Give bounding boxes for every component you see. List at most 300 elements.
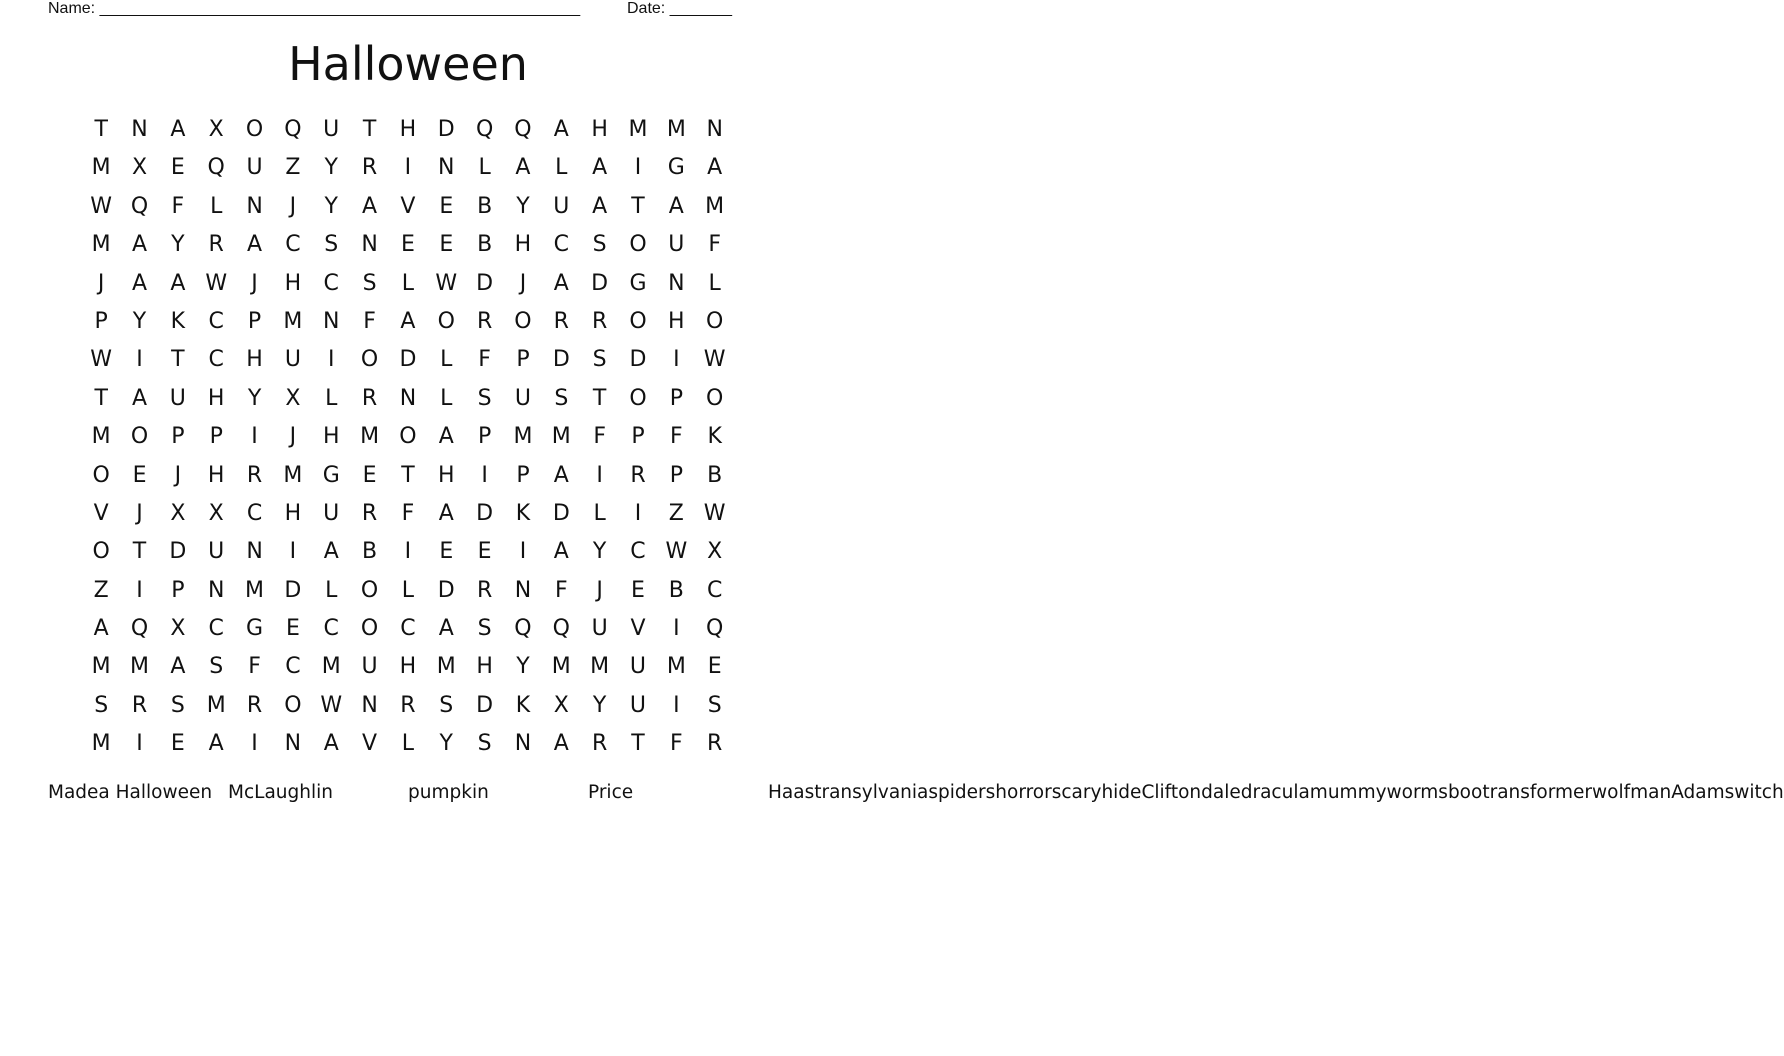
grid-letter: C — [208, 347, 224, 373]
grid-letter: H — [284, 270, 302, 296]
grid-letter: O — [629, 385, 647, 411]
page-title: Halloween — [288, 37, 528, 91]
grid-letter: X — [208, 117, 224, 142]
grid-letter: A — [131, 385, 148, 411]
grid-letter: S — [477, 385, 492, 411]
grid-letter: O — [360, 577, 379, 603]
grid-letter: V — [630, 616, 646, 642]
grid-letter: H — [207, 462, 225, 488]
grid-letter: O — [514, 308, 532, 334]
grid-letter: O — [245, 117, 264, 142]
grid-letter: W — [665, 539, 688, 565]
grid-letter: D — [437, 577, 455, 603]
grid-letter: J — [596, 577, 603, 603]
grid-letter: O — [629, 308, 647, 334]
grid-letter: D — [437, 117, 455, 142]
grid-letter: I — [481, 462, 488, 488]
grid-letter: G — [246, 616, 264, 642]
grid-letter: P — [209, 424, 223, 450]
grid-letter: M — [206, 692, 226, 718]
grid-letter: A — [707, 155, 723, 181]
grid-letter: B — [668, 577, 684, 603]
grid-letter: A — [170, 117, 186, 142]
grid-row — [82, 265, 734, 303]
grid-letter: D — [476, 692, 494, 718]
grid-letter: R — [707, 731, 723, 757]
grid-letter: U — [246, 155, 263, 181]
grid-letter: Q — [552, 616, 570, 642]
grid-letter: K — [515, 500, 531, 526]
grid-letter: U — [169, 385, 186, 411]
grid-letter: M — [283, 308, 303, 334]
word-bank-item: spiders — [928, 782, 996, 803]
grid-letter: A — [553, 270, 569, 296]
grid-letter: E — [707, 654, 722, 680]
grid-letter: E — [477, 539, 492, 565]
grid-letter: P — [171, 577, 185, 603]
grid-letter: V — [362, 731, 378, 757]
grid-letter: T — [171, 347, 185, 373]
grid-letter: G — [322, 462, 340, 488]
grid-letter: P — [669, 462, 683, 488]
grid-letter: A — [323, 731, 339, 757]
grid-letter: T — [362, 117, 377, 142]
grid-letter: E — [439, 193, 454, 219]
grid-letter: T — [401, 462, 415, 488]
grid-letter: G — [667, 155, 685, 181]
grid-letter: S — [554, 385, 569, 411]
grid-letter: T — [631, 731, 645, 757]
grid-letter: M — [321, 654, 341, 680]
grid-letter: I — [327, 347, 335, 373]
grid-letter: A — [170, 270, 186, 296]
grid-letter: A — [93, 616, 109, 642]
grid-letter: L — [401, 270, 415, 296]
grid-letter: R — [246, 462, 263, 488]
grid-letter: V — [93, 500, 109, 526]
grid-letter: Y — [171, 232, 185, 258]
grid-letter: L — [593, 500, 606, 526]
grid-letter: K — [707, 424, 722, 450]
grid-letter: F — [478, 347, 491, 373]
grid-letter: T — [631, 193, 645, 219]
grid-letter: W — [205, 270, 228, 296]
grid-letter: R — [591, 308, 608, 334]
grid-letter: I — [673, 616, 680, 642]
grid-letter: Y — [516, 654, 530, 680]
grid-letter: R — [476, 577, 493, 603]
word-bank-item: worms — [1386, 782, 1448, 803]
grid-letter: A — [131, 270, 148, 296]
grid-letter: X — [170, 500, 186, 526]
grid-letter: J — [174, 462, 182, 488]
grid-letter: U — [553, 193, 570, 219]
grid-letter: C — [323, 616, 339, 642]
grid-letter: B — [707, 462, 723, 488]
grid-letter: P — [516, 462, 530, 488]
word-bank-item: boo — [1447, 782, 1483, 803]
word-bank — [48, 778, 1784, 814]
grid-letter: X — [553, 692, 569, 718]
grid-letter: N — [361, 692, 378, 718]
word-bank-item: hide — [1101, 782, 1142, 803]
grid-letter: R — [476, 308, 493, 334]
grid-letter: C — [246, 500, 263, 526]
grid-letter: Y — [516, 193, 530, 219]
grid-letter: R — [591, 731, 608, 757]
grid-letter: S — [170, 692, 185, 718]
grid-letter: I — [404, 155, 412, 181]
grid-row — [82, 687, 734, 725]
grid-letter: Q — [130, 616, 149, 642]
grid-letter: N — [514, 731, 532, 757]
grid-letter: O — [437, 308, 455, 334]
grid-letter: D — [552, 347, 570, 373]
grid-letter: A — [323, 539, 339, 565]
grid-letter: Z — [668, 500, 684, 526]
grid-letter: R — [208, 232, 224, 258]
grid-letter: H — [207, 385, 225, 411]
grid-letter: C — [706, 577, 723, 603]
grid-letter: C — [400, 616, 416, 642]
grid-letter: A — [592, 155, 608, 181]
grid-letter: R — [246, 692, 263, 718]
grid-letter: I — [634, 500, 642, 526]
grid-letter: B — [477, 232, 493, 258]
grid-letter: S — [324, 232, 339, 258]
word-bank-item: wolfman — [1592, 782, 1672, 803]
grid-letter: U — [208, 539, 225, 565]
grid-letter: Y — [132, 308, 147, 334]
grid-row — [82, 457, 734, 495]
grid-letter: G — [629, 270, 647, 296]
word-bank-item: witch — [1734, 782, 1784, 803]
grid-letter: I — [404, 539, 412, 565]
grid-letter: E — [400, 232, 415, 258]
word-bank-item: Madea Halloween — [48, 782, 213, 803]
grid-letter: S — [362, 270, 377, 296]
grid-letter: M — [283, 462, 303, 488]
grid-letter: M — [590, 654, 610, 680]
grid-letter: P — [171, 424, 185, 450]
grid-letter: R — [131, 692, 148, 718]
grid-letter: D — [169, 539, 187, 565]
grid-row — [82, 648, 734, 686]
grid-letter: R — [361, 500, 378, 526]
grid-letter: I — [673, 347, 680, 373]
grid-letter: R — [553, 308, 569, 334]
grid-letter: M — [705, 193, 725, 219]
grid-row — [82, 533, 734, 571]
grid-letter: M — [91, 731, 111, 757]
grid-letter: Z — [285, 155, 301, 181]
grid-letter: C — [285, 232, 301, 258]
grid-letter: J — [289, 424, 297, 450]
grid-letter: A — [553, 539, 569, 565]
grid-letter: C — [208, 616, 224, 642]
grid-letter: J — [136, 500, 143, 526]
grid-letter: O — [706, 308, 724, 334]
grid-letter: Y — [324, 155, 338, 181]
grid-letter: F — [670, 731, 683, 757]
grid-letter: N — [246, 539, 263, 565]
grid-letter: M — [666, 654, 686, 680]
worksheet-header — [48, 0, 748, 20]
grid-letter: E — [362, 462, 377, 488]
grid-letter: R — [361, 385, 378, 411]
grid-letter: H — [284, 500, 302, 526]
grid-letter: U — [514, 385, 531, 411]
grid-row — [82, 111, 734, 149]
grid-letter: I — [136, 731, 143, 757]
grid-letter: X — [208, 500, 224, 526]
grid-letter: F — [363, 308, 376, 334]
grid-letter: O — [284, 692, 302, 718]
grid-letter: I — [289, 539, 297, 565]
grid-letter: H — [322, 424, 340, 450]
grid-letter: A — [208, 731, 224, 757]
grid-letter: I — [136, 577, 143, 603]
grid-letter: Q — [207, 155, 225, 181]
grid-letter: I — [251, 731, 258, 757]
grid-letter: Q — [130, 193, 149, 219]
grid-letter: F — [670, 424, 683, 450]
grid-letter: W — [90, 193, 113, 219]
grid-letter: A — [131, 232, 148, 258]
grid-letter: S — [477, 731, 492, 757]
grid-letter: S — [592, 232, 607, 258]
grid-letter: H — [476, 654, 493, 680]
grid-letter: F — [593, 424, 606, 450]
grid-letter: H — [591, 117, 608, 142]
grid-letter: M — [91, 654, 111, 680]
grid-letter: Q — [514, 117, 532, 142]
word-bank-item: Cliftondale — [1141, 782, 1241, 803]
grid-letter: O — [629, 232, 647, 258]
grid-letter: P — [631, 424, 645, 450]
grid-letter: L — [478, 155, 491, 181]
grid-letter: W — [435, 270, 458, 296]
grid-letter: H — [437, 462, 455, 488]
grid-letter: X — [285, 385, 301, 411]
grid-letter: I — [673, 692, 680, 718]
grid-letter: M — [130, 654, 149, 680]
grid-letter: N — [438, 155, 455, 181]
grid-letter: X — [707, 539, 723, 565]
grid-letter: Y — [439, 731, 453, 757]
word-bank-item: horror — [995, 782, 1052, 803]
grid-letter: A — [438, 500, 454, 526]
grid-letter: I — [251, 424, 258, 450]
grid-letter: D — [591, 270, 609, 296]
grid-letter: M — [91, 155, 111, 181]
grid-letter: C — [208, 308, 224, 334]
grid-letter: P — [669, 385, 683, 411]
grid-letter: P — [516, 347, 530, 373]
grid-letter: M — [666, 117, 686, 142]
grid-letter: I — [519, 539, 527, 565]
grid-letter: A — [438, 424, 454, 450]
grid-letter: A — [400, 308, 416, 334]
grid-letter: K — [170, 308, 186, 334]
grid-letter: M — [91, 424, 111, 450]
grid-letter: H — [399, 117, 417, 142]
grid-letter: W — [703, 500, 726, 526]
grid-letter: E — [439, 232, 454, 258]
grid-letter: M — [360, 424, 380, 450]
grid-letter: O — [92, 539, 110, 565]
grid-letter: O — [92, 462, 110, 488]
grid-letter: N — [706, 117, 723, 142]
grid-letter: M — [551, 654, 571, 680]
grid-letter: D — [284, 577, 302, 603]
grid-letter: O — [706, 385, 724, 411]
grid-letter: M — [245, 577, 265, 603]
grid-letter: F — [171, 193, 185, 219]
grid-letter: S — [592, 347, 607, 373]
grid-letter: P — [477, 424, 492, 450]
grid-letter: L — [401, 731, 415, 757]
grid-letter: N — [284, 731, 302, 757]
grid-letter: A — [553, 731, 569, 757]
grid-letter: C — [630, 539, 646, 565]
grid-row — [82, 226, 734, 264]
grid-letter: S — [477, 616, 492, 642]
grid-row — [82, 418, 734, 456]
grid-letter: O — [399, 424, 417, 450]
grid-letter: F — [401, 500, 415, 526]
grid-letter: L — [401, 577, 415, 603]
letter-grid — [82, 111, 734, 764]
grid-letter: Q — [475, 117, 494, 142]
grid-letter: D — [552, 500, 570, 526]
word-bank-item: pumpkin — [408, 782, 489, 803]
grid-letter: Y — [592, 692, 607, 718]
grid-letter: I — [596, 462, 603, 488]
grid-row — [82, 188, 734, 226]
grid-letter: L — [440, 385, 453, 411]
grid-letter: H — [668, 308, 685, 334]
grid-letter: U — [323, 117, 340, 142]
grid-letter: Y — [247, 385, 262, 411]
grid-letter: S — [209, 654, 224, 680]
grid-letter: A — [438, 616, 454, 642]
grid-letter: E — [285, 616, 300, 642]
grid-letter: A — [170, 654, 186, 680]
grid-letter: A — [592, 193, 608, 219]
grid-letter: S — [439, 692, 454, 718]
grid-letter: Q — [284, 117, 302, 142]
grid-letter: D — [629, 347, 647, 373]
grid-letter: U — [668, 232, 685, 258]
grid-letter: L — [210, 193, 223, 219]
grid-letter: D — [399, 347, 417, 373]
grid-letter: N — [668, 270, 685, 296]
grid-letter: O — [130, 424, 149, 450]
grid-letter: I — [136, 347, 143, 373]
grid-letter: C — [285, 654, 301, 680]
grid-letter: X — [170, 616, 186, 642]
grid-letter: S — [707, 692, 722, 718]
grid-letter: U — [629, 692, 647, 718]
grid-letter: U — [284, 347, 301, 373]
grid-letter: D — [476, 270, 494, 296]
grid-letter: E — [631, 577, 645, 603]
grid-letter: J — [251, 270, 258, 296]
grid-letter: M — [513, 424, 533, 450]
grid-letter: T — [592, 385, 607, 411]
grid-letter: O — [360, 347, 379, 373]
grid-letter: M — [551, 424, 571, 450]
grid-letter: R — [400, 692, 416, 718]
grid-letter: J — [97, 270, 105, 296]
word-bank-item: scary — [1051, 782, 1102, 803]
grid-letter: R — [361, 155, 378, 181]
grid-letter: D — [476, 500, 494, 526]
grid-letter: A — [247, 232, 263, 258]
grid-letter: F — [708, 232, 721, 258]
grid-letter: E — [170, 155, 185, 181]
grid-letter: N — [361, 232, 378, 258]
grid-letter: R — [630, 462, 646, 488]
grid-letter: B — [477, 193, 493, 219]
grid-letter: C — [553, 232, 569, 258]
grid-letter: T — [94, 117, 108, 142]
date-field-label: Date: _______ — [627, 0, 732, 17]
grid-letter: N — [323, 308, 340, 334]
grid-letter: Z — [93, 577, 109, 603]
grid-letter: L — [325, 385, 338, 411]
word-bank-item: mummy — [1309, 782, 1387, 803]
grid-letter: J — [289, 193, 297, 219]
grid-letter: L — [708, 270, 721, 296]
grid-letter: A — [515, 155, 531, 181]
grid-letter: W — [90, 347, 113, 373]
grid-letter: M — [91, 232, 111, 258]
grid-letter: L — [325, 577, 338, 603]
grid-letter: Y — [324, 193, 338, 219]
word-bank-item: transformer — [1482, 782, 1593, 803]
grid-letter: M — [436, 654, 456, 680]
grid-letter: M — [628, 117, 648, 142]
grid-row — [82, 572, 734, 610]
grid-letter: E — [170, 731, 185, 757]
grid-letter: H — [399, 654, 417, 680]
grid-letter: Q — [514, 616, 532, 642]
grid-row — [82, 149, 734, 187]
grid-letter: L — [440, 347, 453, 373]
grid-letter: Y — [592, 539, 607, 565]
grid-letter: A — [553, 117, 569, 142]
grid-letter: A — [668, 193, 684, 219]
grid-letter: N — [207, 577, 225, 603]
grid-letter: V — [400, 193, 416, 219]
grid-row — [82, 495, 734, 533]
grid-row — [82, 725, 734, 763]
grid-letter: J — [519, 270, 527, 296]
grid-letter: U — [361, 654, 378, 680]
grid-letter: U — [323, 500, 340, 526]
grid-letter: Q — [706, 616, 724, 642]
word-bank-item: McLaughlin — [228, 782, 333, 803]
grid-letter: P — [94, 308, 108, 334]
grid-letter: K — [515, 692, 531, 718]
grid-row — [82, 341, 734, 379]
grid-letter: W — [320, 692, 343, 718]
grid-row — [82, 303, 734, 341]
grid-row — [82, 610, 734, 648]
grid-letter: B — [362, 539, 378, 565]
